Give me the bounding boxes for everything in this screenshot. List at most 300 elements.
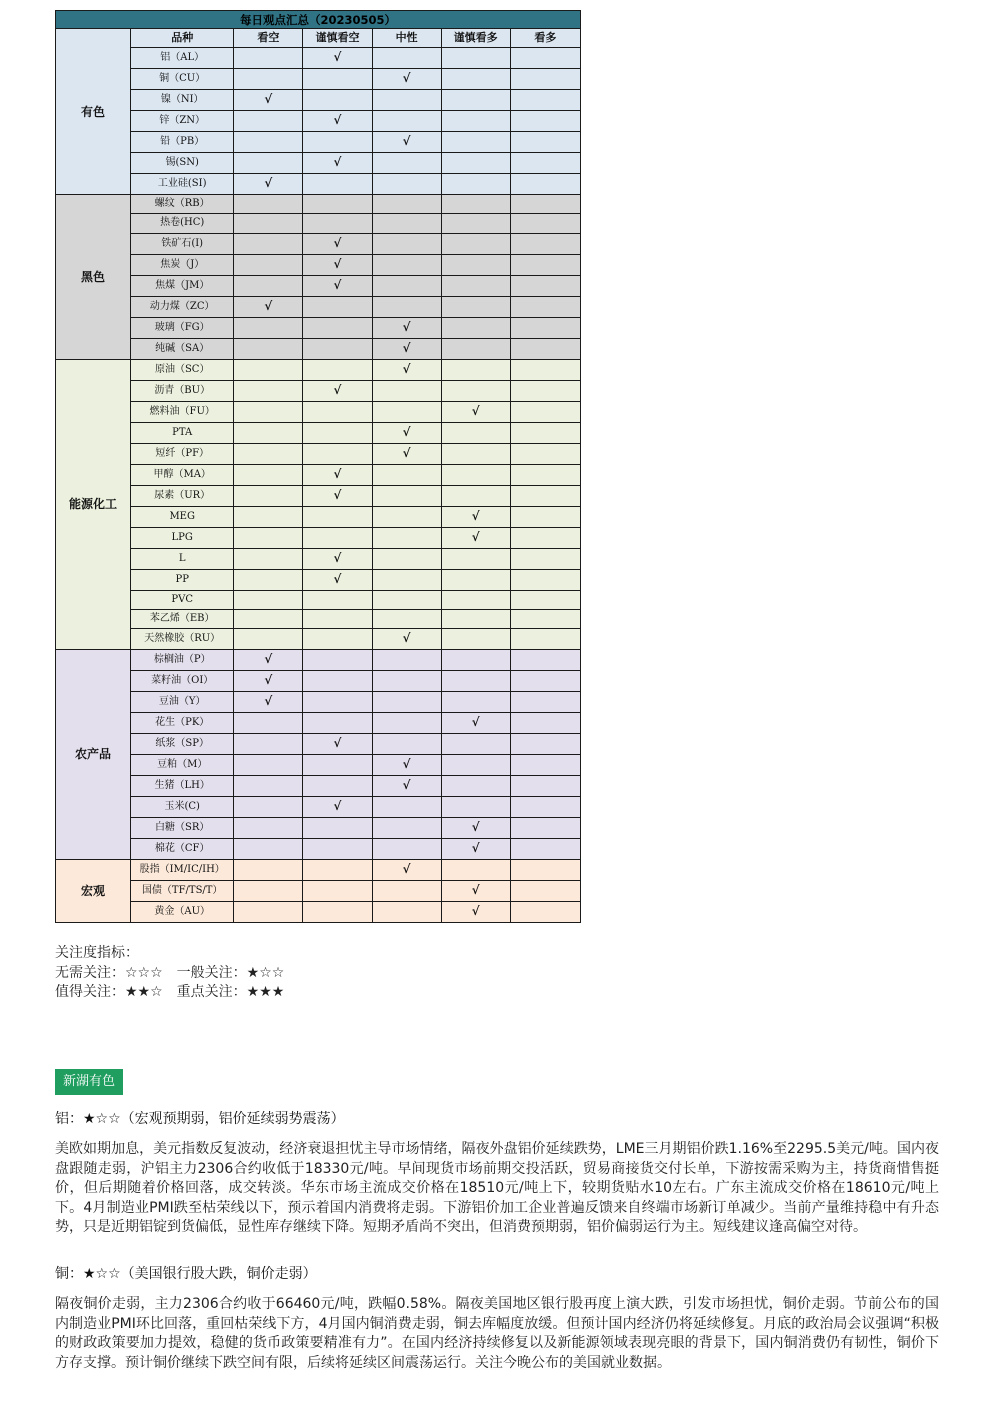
table-row: [56, 317, 581, 338]
view-cell: [510, 153, 580, 174]
table-row: [56, 338, 581, 359]
view-cell: [441, 443, 510, 464]
table-row: [56, 153, 581, 174]
view-cell: [234, 233, 303, 254]
commodity-label: 锡(SN): [131, 153, 234, 174]
view-cell: [303, 464, 372, 485]
commodity-label: PP: [131, 569, 234, 590]
view-cell: [441, 90, 510, 111]
check-mark: √: [471, 819, 480, 834]
check-mark: √: [402, 861, 411, 876]
view-cell: [441, 174, 510, 195]
view-cell: [510, 214, 580, 233]
view-cell: [234, 254, 303, 275]
view-cell: [303, 338, 372, 359]
view-cell: [372, 838, 441, 859]
view-cell: [441, 733, 510, 754]
table-row: [56, 111, 581, 132]
view-cell: [372, 443, 441, 464]
view-cell: [234, 901, 303, 922]
view-cell: [372, 195, 441, 214]
view-cell: [303, 859, 372, 880]
aluminum-title: 铝：★☆☆（宏观预期弱，铝价延续弱势震荡）: [55, 1111, 345, 1127]
view-cell: [372, 901, 441, 922]
view-cell: [303, 422, 372, 443]
commodity-label: 玉米(C): [131, 796, 234, 817]
view-cell: [510, 69, 580, 90]
view-cell: [510, 901, 580, 922]
commodity-label: PVC: [131, 590, 234, 609]
table-row: [56, 527, 581, 548]
view-cell: [372, 817, 441, 838]
view-cell: [510, 48, 580, 69]
commodity-label: 棉花（CF）: [131, 838, 234, 859]
view-cell: [510, 569, 580, 590]
view-cell: [234, 691, 303, 712]
view-cell: [234, 796, 303, 817]
view-cell: [510, 233, 580, 254]
view-cell: [234, 485, 303, 506]
view-cell: [510, 296, 580, 317]
view-cell: [234, 69, 303, 90]
view-cell: [441, 69, 510, 90]
group-label: 宏观: [56, 859, 131, 922]
group-label: 能源化工: [56, 359, 131, 649]
view-cell: [510, 548, 580, 569]
check-mark: √: [333, 235, 342, 250]
view-cell: [510, 111, 580, 132]
commodity-label: 甲醇（MA）: [131, 464, 234, 485]
view-cell: [372, 464, 441, 485]
check-mark: √: [333, 113, 342, 128]
check-mark: √: [333, 382, 342, 397]
column-header: 中性: [372, 29, 441, 48]
view-cell: [372, 859, 441, 880]
table-row: [56, 195, 581, 214]
view-cell: [372, 670, 441, 691]
commodity-label: 白糖（SR）: [131, 817, 234, 838]
view-cell: [441, 838, 510, 859]
check-mark: √: [471, 903, 480, 918]
view-cell: [441, 380, 510, 401]
table-row: [56, 548, 581, 569]
view-cell: [303, 359, 372, 380]
check-mark: √: [333, 571, 342, 586]
view-cell: [441, 233, 510, 254]
column-header: 看多: [510, 29, 580, 48]
view-cell: [441, 817, 510, 838]
view-cell: [441, 296, 510, 317]
view-cell: [372, 712, 441, 733]
view-cell: [234, 338, 303, 359]
view-cell: [441, 485, 510, 506]
view-cell: [234, 380, 303, 401]
column-header: 谨慎看多: [441, 29, 510, 48]
view-cell: [303, 901, 372, 922]
view-cell: [303, 733, 372, 754]
view-cell: [372, 338, 441, 359]
view-cell: [441, 796, 510, 817]
commodity-label: 热卷(HC): [131, 214, 234, 233]
view-cell: [303, 90, 372, 111]
view-cell: [441, 254, 510, 275]
commodity-label: 生猪（LH）: [131, 775, 234, 796]
view-cell: [372, 590, 441, 609]
view-cell: [441, 590, 510, 609]
check-mark: √: [333, 155, 342, 170]
view-cell: [510, 506, 580, 527]
commodity-label: 股指（IM/IC/IH）: [131, 859, 234, 880]
commodity-label: 镍（NI）: [131, 90, 234, 111]
view-cell: [510, 174, 580, 195]
view-cell: [441, 132, 510, 153]
table-row: [56, 254, 581, 275]
view-cell: [510, 817, 580, 838]
view-cell: [372, 401, 441, 422]
commodity-label: 螺纹（RB）: [131, 195, 234, 214]
view-cell: [303, 506, 372, 527]
table-title: 每日观点汇总（20230505）: [56, 11, 581, 29]
view-cell: [234, 359, 303, 380]
check-mark: √: [402, 134, 411, 149]
view-cell: [441, 338, 510, 359]
view-cell: [372, 233, 441, 254]
view-cell: [234, 733, 303, 754]
view-cell: [441, 712, 510, 733]
view-cell: [372, 111, 441, 132]
view-cell: [510, 464, 580, 485]
table-row: [56, 880, 581, 901]
commodity-label: 铅（PB）: [131, 132, 234, 153]
check-mark: √: [471, 714, 480, 729]
view-cell: [234, 401, 303, 422]
view-cell: [510, 338, 580, 359]
view-cell: [441, 880, 510, 901]
view-cell: [510, 859, 580, 880]
check-mark: √: [333, 50, 342, 65]
daily-view-summary-table: [55, 10, 581, 923]
view-cell: [372, 254, 441, 275]
view-cell: [234, 506, 303, 527]
table-row: [56, 796, 581, 817]
check-mark: √: [333, 550, 342, 565]
view-cell: [510, 359, 580, 380]
view-cell: [372, 548, 441, 569]
table-row: [56, 628, 581, 649]
view-cell: [510, 132, 580, 153]
check-mark: √: [264, 672, 273, 687]
commodity-label: 原油（SC）: [131, 359, 234, 380]
check-mark: √: [471, 403, 480, 418]
check-mark: √: [264, 92, 273, 107]
table-row: [56, 775, 581, 796]
table-row: [56, 275, 581, 296]
view-cell: [510, 609, 580, 628]
view-cell: [372, 296, 441, 317]
view-cell: [234, 527, 303, 548]
view-cell: [303, 880, 372, 901]
view-cell: [303, 214, 372, 233]
view-cell: [441, 195, 510, 214]
view-cell: [234, 90, 303, 111]
view-cell: [510, 527, 580, 548]
view-cell: [234, 649, 303, 670]
table-row: [56, 670, 581, 691]
view-cell: [372, 48, 441, 69]
table-row: [56, 380, 581, 401]
view-cell: [510, 775, 580, 796]
commodity-label: 焦炭（J）: [131, 254, 234, 275]
table-row: [56, 691, 581, 712]
commodity-label: 锌（ZN）: [131, 111, 234, 132]
view-cell: [441, 901, 510, 922]
view-cell: [510, 838, 580, 859]
view-cell: [234, 670, 303, 691]
view-cell: [441, 691, 510, 712]
table-row: [56, 174, 581, 195]
commodity-label: 玻璃（FG）: [131, 317, 234, 338]
view-cell: [372, 359, 441, 380]
commodity-label: 短纤（PF）: [131, 443, 234, 464]
view-cell: [510, 733, 580, 754]
view-cell: [372, 628, 441, 649]
view-cell: [372, 214, 441, 233]
view-cell: [510, 712, 580, 733]
view-cell: [234, 296, 303, 317]
view-cell: [441, 48, 510, 69]
view-cell: [441, 401, 510, 422]
commodity-label: 天然橡胶（RU）: [131, 628, 234, 649]
view-cell: [372, 649, 441, 670]
table-row: [56, 506, 581, 527]
legend-title: 关注度指标：: [55, 945, 139, 961]
view-cell: [303, 443, 372, 464]
view-cell: [510, 649, 580, 670]
commodity-label: 棕榈油（P）: [131, 649, 234, 670]
commodity-label: 铝（AL）: [131, 48, 234, 69]
view-cell: [441, 859, 510, 880]
view-cell: [303, 649, 372, 670]
commodity-label: L: [131, 548, 234, 569]
view-cell: [303, 817, 372, 838]
view-cell: [510, 691, 580, 712]
view-cell: [441, 628, 510, 649]
view-cell: [510, 401, 580, 422]
view-cell: [372, 569, 441, 590]
table-row: [56, 485, 581, 506]
view-cell: [303, 48, 372, 69]
view-cell: [441, 422, 510, 443]
view-cell: [441, 527, 510, 548]
table-row: [56, 712, 581, 733]
view-cell: [303, 485, 372, 506]
check-mark: √: [402, 340, 411, 355]
check-mark: √: [333, 798, 342, 813]
view-cell: [441, 754, 510, 775]
view-cell: [234, 880, 303, 901]
copper-commentary: 隔夜铜价走弱，主力2306合约收于66460元/吨，跌幅0.58%。隔夜美国地区银行股再度上演大跌，引发市场担忧，铜价走弱。节前公布的国内制造业PMI环比回落，重回枯荣线下方，4月国内铜消费走弱，铜去库幅度放缓。但预计国内经济仍将延续修复。月底的政治局会议强调“积极的财政政策要加力提效，稳健的货币政策要精准有力”。在国内经济持续修复以及新能源领域表现亮眼的背景下，国内铜消费仍有韧性，铜价下方存支撑。预计铜价继续下跌空间有限，后续将延续区间震荡运行。关注今晚公布的美国就业数据。: [55, 1296, 939, 1371]
view-cell: [441, 275, 510, 296]
view-cell: [234, 859, 303, 880]
attention-legend: [55, 944, 284, 1003]
view-cell: [303, 569, 372, 590]
view-cell: [441, 649, 510, 670]
view-cell: [510, 422, 580, 443]
view-cell: [372, 317, 441, 338]
table-row: [56, 649, 581, 670]
view-cell: [234, 275, 303, 296]
commodity-label: 铜（CU）: [131, 69, 234, 90]
table-row: [56, 401, 581, 422]
view-cell: [303, 153, 372, 174]
view-cell: [234, 548, 303, 569]
view-cell: [441, 111, 510, 132]
view-cell: [234, 174, 303, 195]
view-cell: [234, 111, 303, 132]
copper-title: 铜：★☆☆（美国银行股大跌，铜价走弱）: [55, 1266, 317, 1282]
view-cell: [372, 90, 441, 111]
view-cell: [510, 195, 580, 214]
commodity-label: 动力煤（ZC）: [131, 296, 234, 317]
check-mark: √: [402, 445, 411, 460]
commodity-label: PTA: [131, 422, 234, 443]
view-cell: [372, 275, 441, 296]
view-cell: [510, 90, 580, 111]
view-cell: [303, 838, 372, 859]
view-cell: [372, 796, 441, 817]
view-cell: [510, 275, 580, 296]
view-cell: [372, 506, 441, 527]
table-row: [56, 817, 581, 838]
section-tag: 新湖有色: [55, 1069, 123, 1095]
view-cell: [303, 132, 372, 153]
view-cell: [372, 733, 441, 754]
commodity-label: LPG: [131, 527, 234, 548]
view-cell: [372, 754, 441, 775]
check-mark: √: [264, 176, 273, 191]
view-cell: [441, 214, 510, 233]
commodity-label: 燃料油（FU）: [131, 401, 234, 422]
check-mark: √: [402, 756, 411, 771]
commodity-label: 菜籽油（OI）: [131, 670, 234, 691]
view-cell: [441, 464, 510, 485]
view-cell: [303, 233, 372, 254]
view-cell: [510, 485, 580, 506]
column-header: 看空: [234, 29, 303, 48]
view-cell: [441, 359, 510, 380]
table-row: [56, 569, 581, 590]
check-mark: √: [333, 735, 342, 750]
view-cell: [303, 254, 372, 275]
view-cell: [234, 609, 303, 628]
table-row: [56, 859, 581, 880]
table-row: [56, 443, 581, 464]
view-cell: [303, 401, 372, 422]
view-cell: [303, 527, 372, 548]
view-cell: [303, 69, 372, 90]
view-cell: [372, 153, 441, 174]
table-row: [56, 214, 581, 233]
check-mark: √: [264, 651, 273, 666]
view-cell: [303, 174, 372, 195]
view-cell: [234, 817, 303, 838]
view-cell: [372, 775, 441, 796]
table-row: [56, 733, 581, 754]
table-row: [56, 296, 581, 317]
commodity-label: 焦煤（JM）: [131, 275, 234, 296]
commodity-label: 花生（PK）: [131, 712, 234, 733]
view-cell: [303, 590, 372, 609]
check-mark: √: [402, 630, 411, 645]
check-mark: √: [264, 693, 273, 708]
table-row: [56, 359, 581, 380]
view-cell: [303, 628, 372, 649]
check-mark: √: [471, 529, 480, 544]
view-cell: [510, 590, 580, 609]
table-row: [56, 422, 581, 443]
check-mark: √: [333, 466, 342, 481]
view-cell: [303, 380, 372, 401]
table-row: [56, 754, 581, 775]
view-cell: [372, 485, 441, 506]
commodity-label: MEG: [131, 506, 234, 527]
table-row: [56, 132, 581, 153]
check-mark: √: [471, 508, 480, 523]
view-cell: [372, 880, 441, 901]
view-cell: [234, 317, 303, 338]
view-cell: [510, 670, 580, 691]
legend-line-2: 值得关注：★★☆ 重点关注：★★★: [55, 984, 285, 1000]
view-cell: [510, 628, 580, 649]
check-mark: √: [471, 882, 480, 897]
view-cell: [234, 48, 303, 69]
view-cell: [441, 506, 510, 527]
commodity-label: 黄金（AU）: [131, 901, 234, 922]
view-cell: [372, 174, 441, 195]
view-cell: [372, 527, 441, 548]
table-row: [56, 69, 581, 90]
view-cell: [234, 569, 303, 590]
commodity-label: 豆粕（M）: [131, 754, 234, 775]
view-cell: [234, 195, 303, 214]
view-cell: [372, 422, 441, 443]
view-cell: [441, 317, 510, 338]
view-cell: [303, 775, 372, 796]
view-cell: [303, 691, 372, 712]
view-cell: [372, 380, 441, 401]
commodity-label: 沥青（BU）: [131, 380, 234, 401]
view-cell: [303, 796, 372, 817]
commodity-label: 苯乙烯（EB）: [131, 609, 234, 628]
view-cell: [234, 754, 303, 775]
commodity-label: 铁矿石(I): [131, 233, 234, 254]
view-cell: [234, 443, 303, 464]
view-cell: [441, 569, 510, 590]
commodity-label: 豆油（Y）: [131, 691, 234, 712]
view-cell: [372, 691, 441, 712]
table-row: [56, 838, 581, 859]
table-row: [56, 590, 581, 609]
column-header: 谨慎看空: [303, 29, 372, 48]
view-cell: [303, 275, 372, 296]
check-mark: √: [402, 777, 411, 792]
view-cell: [372, 69, 441, 90]
commodity-label: 工业硅(SI): [131, 174, 234, 195]
commodity-label: 纯碱（SA）: [131, 338, 234, 359]
view-cell: [372, 609, 441, 628]
view-cell: [510, 254, 580, 275]
view-cell: [234, 838, 303, 859]
